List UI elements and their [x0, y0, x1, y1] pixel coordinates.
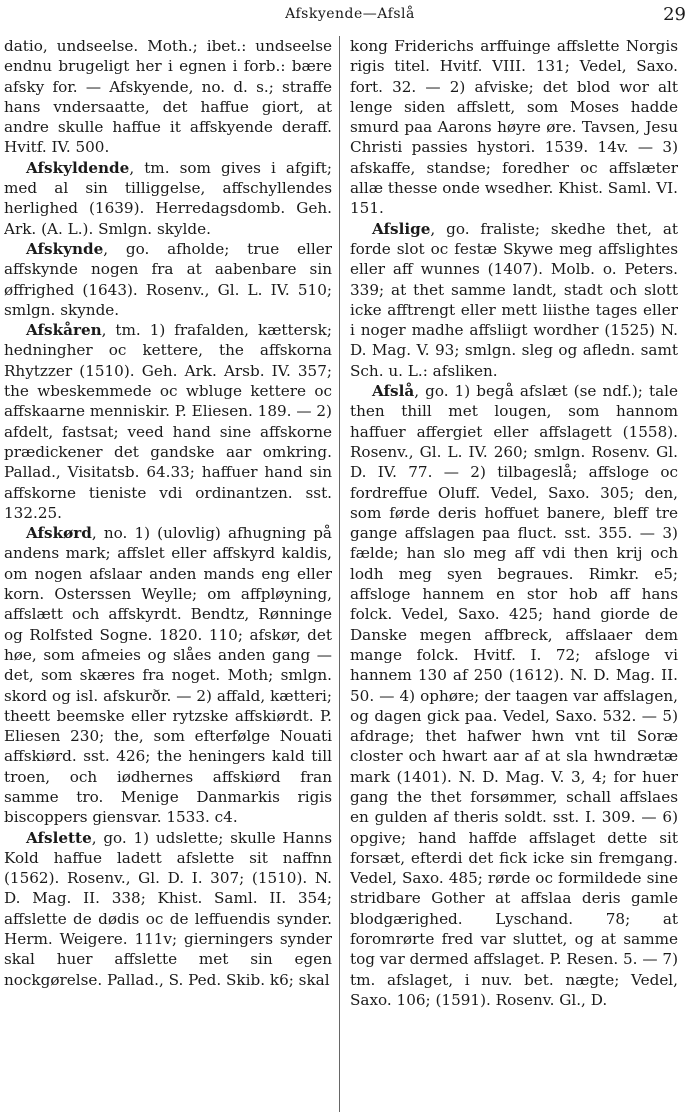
entry-headword: Afslette [26, 828, 92, 847]
right-column [350, 36, 678, 1114]
entry-text: , no. 1) (ulovlig) afhugning på andens mark; affslet eller affskyrd kaldis, om nogen afslaar anden mands eng eller korn. Osterssen Weylle; om affpløyning, affslætt och affskyrdt. Bendtz, Rønninge og Rolfsted Sogne. 1820. 110; afskør, det høe, som afmeies og slåes anden gang — det, som skæres fra noget. Moth; smlgn. skord og isl. afskurðr. — 2) affald, kætteri; theett beemske eller rytzske affskiørdt. P. Eliesen 230; the, som efterfølge Nouati affskiørd. sst. 426; the heningers kald till troen, och iødhernes affskiørd fran samme tro. Menige Danmarkis rigis biscoppers giensvar. 1533. c4. [4, 524, 332, 827]
running-title: Afskyende—Afslå [285, 6, 415, 22]
entry-text: kong Friderichs arffuinge affslette Norgis rigis titel. Hvitf. VIII. 131; Vedel, Saxo. fort. 32. — 2) afviske; det blod wor alt lenge siden affslett, som Moses hadde smurd paa Aarons høyre øre. Tavsen, Jesu Christi passies hystori. 1539. 14v. — 3) afskaffe, standse; foredher oc affslæter allæ thesse onde wsedher. Khist. Saml. VI. 151. [350, 37, 678, 218]
entry-headword: Afslå [372, 382, 415, 401]
left-column [4, 36, 332, 1114]
column-divider [339, 36, 340, 1112]
entry-headword: Afskynde [26, 239, 104, 258]
entry-text: , go. fraliste; skedhe thet, at forde slot oc festæ Skywe meg affslightes eller aff wunnes (1407). Molb. o. Peters. 339; at thet samme landt, stadt och slott icke afftrengt eller mett liisthe tages eller i noger madhe affsliigt wordher (1525) N. D. Mag. V. 93; smlgn. sleg og afledn. samt Sch. u. L.: afsliken. [350, 219, 678, 380]
entry-text: , go. afholde; true eller affskynde nogen fra at aabenbare sin øffrighed (1643). Rosenv., Gl. L. IV. 510; smlgn. skynde. [4, 239, 332, 319]
entry-text: , go. 1) udslette; skulle Hanns Kold haffue ladett afslette sit naffnn (1562). Rosenv., Gl. D. I. 307; (1510). N. D. Mag. II. 338; Khist. Saml. II. 354; affslette de dødis oc de leffuendis synder. Herm. Weigere. 111v; gierningers synder skal huer affslette met sin egen nockgørelse. Pallad., S. Ped. Skib. k6; skal [4, 828, 332, 989]
entry-afskynde [4, 239, 332, 320]
entry-headword: Afslige [372, 219, 431, 238]
entry-afskaren [4, 320, 332, 523]
entry-afslette [4, 828, 332, 990]
entry-headword: Afskyldende [26, 158, 130, 177]
entry-afskyldende [4, 158, 332, 239]
entry-text: , go. 1) begå afslæt (se ndf.); tale then thill met lougen, som hannom haffuer affergiet eller affslagett (1558). Rosenv., Gl. L. IV. 260; smlgn. Rosenv. Gl. D. IV. 77. — 2) tilbageslå; affsloge oc fordreffue Oluff. Vedel, Saxo. 305; den, som førde deris hoffuet banere, bleff tre gange affslagen paa fluct. sst. 355. — 3) fælde; han slo meg aff vdi then krij och lodh meg syen begraues. Rimkr. e5; affsloge hannem en stor hob aff hans folck. Vedel, Saxo. 425; hand giorde de Danske megen affbreck, affslaaer dem mange folck. Hvitf. I. 72; afsloge vi hannem 130 af 250 (1612). N. D. Mag. II. 50. — 4) ophøre; der taagen var affslagen, og dagen gick paa. Vedel, Saxo. 532. — 5) afdrage; thet hafwer hwn vnt til Soræ closter och hwart aar af at sla hwndrætæ mark (1401). N. D. Mag. V. 3, 4; for huer gang the thet forsømmer, schall affslaes en gulden af theris soldt. sst. I. 309. — 6) opgive; hand haffde affslaget dette sit forsæt, efterdi det fick icke sin fremgang. Vedel, Saxo. 485; rørde oc formildede sine stridbare Gother at affslaa deris gamle blodgærighed. Lyschand. 78; at foromrørte fred var sluttet, og at samme tog var dermed affslaget. P. Resen. 5. — 7) tm. afslaget, i nuv. bet. nægte; Vedel, Saxo. 106; (1591). Rosenv. Gl., D. [350, 382, 678, 1009]
entry-afsla [350, 381, 678, 1010]
entry-afskord [4, 523, 332, 827]
entry-continuation [350, 36, 678, 219]
entry-afslige [350, 219, 678, 381]
entry-text: , tm. 1) frafalden, kættersk; hedningher oc kettere, the affskorna Rhytzzer (1510). Geh. Ark. Arsb. IV. 357; the wbeskemmede oc wbluge kettere oc affskaarne menniskir. P. Eliesen. 189. — 2) afdelt, fastsat; veed hand sine affskorne prædickener det gandske aar omkring. Pallad., Visitatsb. 64.33; haffuer hand sin affskorne tieniste vdi ordinantzen. sst. 132.25. [4, 321, 332, 522]
page-number: 29 [663, 4, 686, 25]
entry-text: , tm. som gives i afgift; med al sin tilliggelse, affschyllendes herlighed (1639). Herredagsdomb. Geh. Ark. (A. L.). Smlgn. skylde. [4, 158, 332, 238]
entry-headword: Afskørd [26, 524, 92, 543]
entry-continuation [4, 36, 332, 158]
entry-text: datio, undseelse. Moth.; ibet.: undseelse endnu brugeligt her i egnen i forb.: bære afsky for. — Afskyende, no. d. s.; straffe hans vndersaatte, det haffue giort, at andre skulle haffue it affskyende deraff. Hvitf. IV. 500. [4, 37, 332, 157]
running-head [0, 4, 700, 26]
entry-headword: Afskåren [26, 321, 102, 340]
